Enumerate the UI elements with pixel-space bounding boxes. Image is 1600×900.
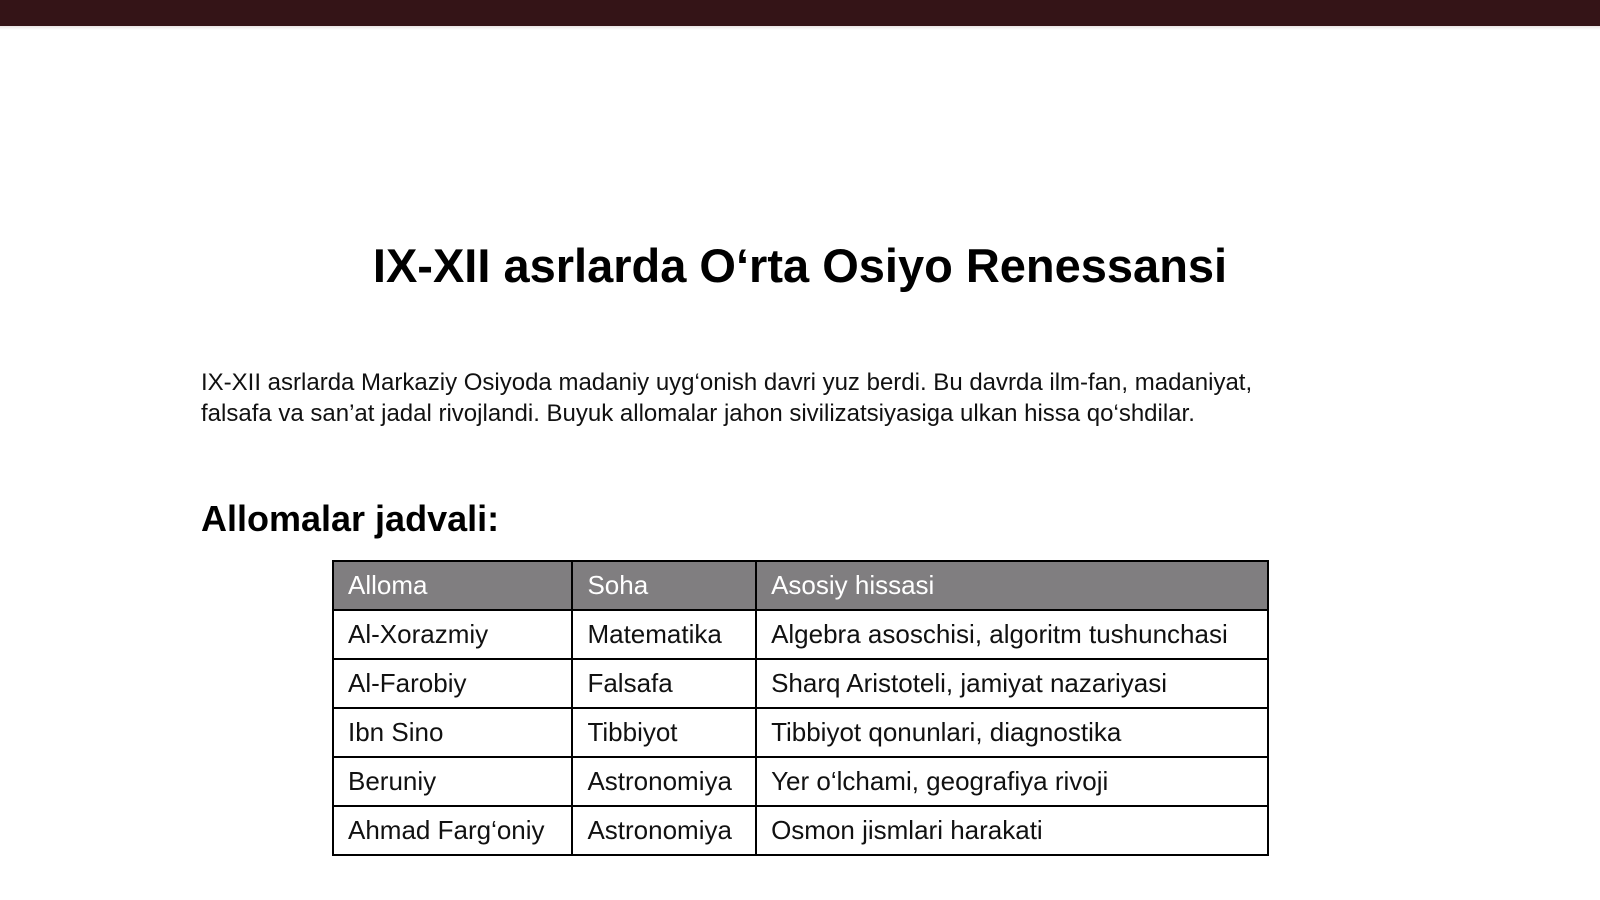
scholars-table bbox=[332, 560, 1269, 856]
cell-alloma: Ibn Sino bbox=[333, 708, 572, 757]
cell-asosiy-hissasi: Osmon jismlari harakati bbox=[756, 806, 1268, 855]
cell-soha: Astronomiya bbox=[572, 806, 756, 855]
cell-asosiy-hissasi: Sharq Aristoteli, jamiyat nazariyasi bbox=[756, 659, 1268, 708]
intro-line-2: falsafa va san’at jadal rivojlandi. Buyuk allomalar jahon sivilizatsiyasiga ulkan hissa qo‘shdilar. bbox=[201, 400, 1195, 427]
cell-asosiy-hissasi: Tibbiyot qonunlari, diagnostika bbox=[756, 708, 1268, 757]
cell-soha: Tibbiyot bbox=[572, 708, 756, 757]
intro-line-1: IX-XII asrlarda Markaziy Osiyoda madaniy uyg‘onish davri yuz berdi. Bu davrda ilm-fan, madaniyat, bbox=[201, 369, 1253, 396]
header-asosiy-hissasi: Asosiy hissasi bbox=[756, 561, 1268, 610]
top-bar-shadow bbox=[0, 26, 1600, 30]
top-bar bbox=[0, 0, 1600, 26]
cell-asosiy-hissasi: Yer o‘lchami, geografiya rivoji bbox=[756, 757, 1268, 806]
cell-soha: Falsafa bbox=[572, 659, 756, 708]
table-row bbox=[333, 806, 1268, 855]
intro-paragraph bbox=[201, 367, 1431, 429]
cell-alloma: Ahmad Farg‘oniy bbox=[333, 806, 572, 855]
section-heading: Allomalar jadvali: bbox=[201, 498, 500, 539]
table-row bbox=[333, 610, 1268, 659]
cell-soha: Matematika bbox=[572, 610, 756, 659]
cell-alloma: Al-Farobiy bbox=[333, 659, 572, 708]
table-row bbox=[333, 659, 1268, 708]
header-alloma: Alloma bbox=[333, 561, 572, 610]
cell-alloma: Beruniy bbox=[333, 757, 572, 806]
table-header-row bbox=[333, 561, 1268, 610]
cell-alloma: Al-Xorazmiy bbox=[333, 610, 572, 659]
cell-asosiy-hissasi: Algebra asoschisi, algoritm tushunchasi bbox=[756, 610, 1268, 659]
table-row bbox=[333, 708, 1268, 757]
cell-soha: Astronomiya bbox=[572, 757, 756, 806]
table-row bbox=[333, 757, 1268, 806]
header-soha: Soha bbox=[572, 561, 756, 610]
page-title: IX-XII asrlarda O‘rta Osiyo Renessansi bbox=[372, 239, 1228, 292]
